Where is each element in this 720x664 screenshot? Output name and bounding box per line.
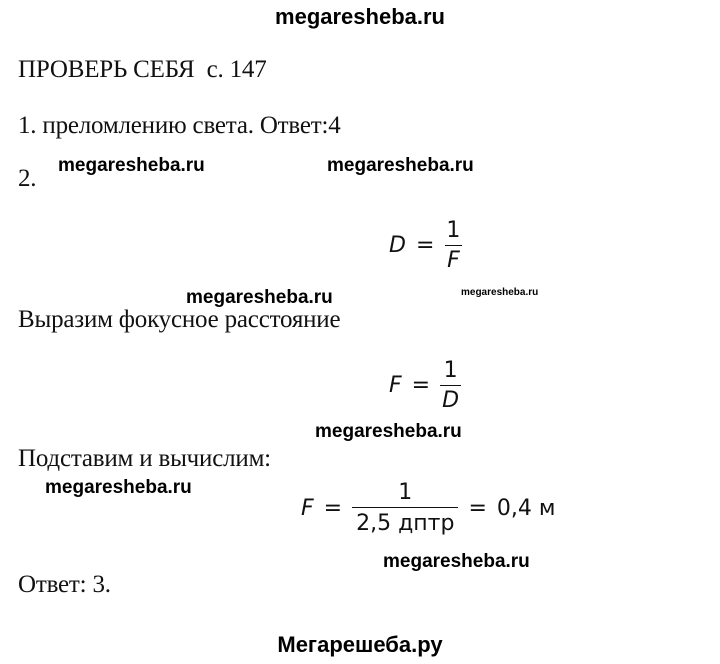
formula-focal-length <box>389 358 461 414</box>
watermark: megaresheba.ru <box>58 155 205 176</box>
formula-lhs: F <box>389 373 402 399</box>
equals-sign: = <box>468 495 487 521</box>
answer-item-1: 1. преломлению света. Ответ:4 <box>18 112 341 139</box>
answer-item-2-number: 2. <box>18 165 37 192</box>
fraction-denominator: 2,5 дптр <box>352 507 458 536</box>
fraction <box>352 480 458 537</box>
watermark-small: megaresheba.ru <box>461 287 539 298</box>
fraction-numerator: 1 <box>446 218 461 243</box>
formula-calculation <box>301 480 555 537</box>
final-answer: Ответ: 3. <box>18 571 111 598</box>
fraction-numerator: 1 <box>398 480 413 505</box>
equals-sign: = <box>411 373 431 399</box>
fraction <box>440 358 461 414</box>
page-heading: ПРОВЕРЬ СЕБЯ с. 147 <box>18 56 267 83</box>
formula-lhs: D <box>389 233 406 259</box>
step-substitute-compute: Подставим и вычислим: <box>18 445 271 472</box>
formula-optical-power <box>389 218 462 274</box>
fraction-denominator: D <box>440 385 461 413</box>
fraction <box>444 218 462 274</box>
watermark: megaresheba.ru <box>315 421 462 442</box>
fraction-denominator: F <box>445 245 462 273</box>
watermark: megaresheba.ru <box>186 287 333 308</box>
equals-sign: = <box>415 233 435 259</box>
equals-sign: = <box>323 495 343 521</box>
watermark: megaresheba.ru <box>327 155 474 176</box>
watermark: megaresheba.ru <box>45 477 192 498</box>
fraction-numerator: 1 <box>443 358 458 383</box>
header-watermark: megaresheba.ru <box>275 4 445 29</box>
footer-watermark: Мегарешеба.ру <box>277 632 443 657</box>
watermark: megaresheba.ru <box>383 551 530 572</box>
formula-result: 0,4 м <box>496 495 556 521</box>
formula-lhs: F <box>301 495 314 521</box>
step-express-focal-length: Выразим фокусное расстояние <box>18 306 341 333</box>
